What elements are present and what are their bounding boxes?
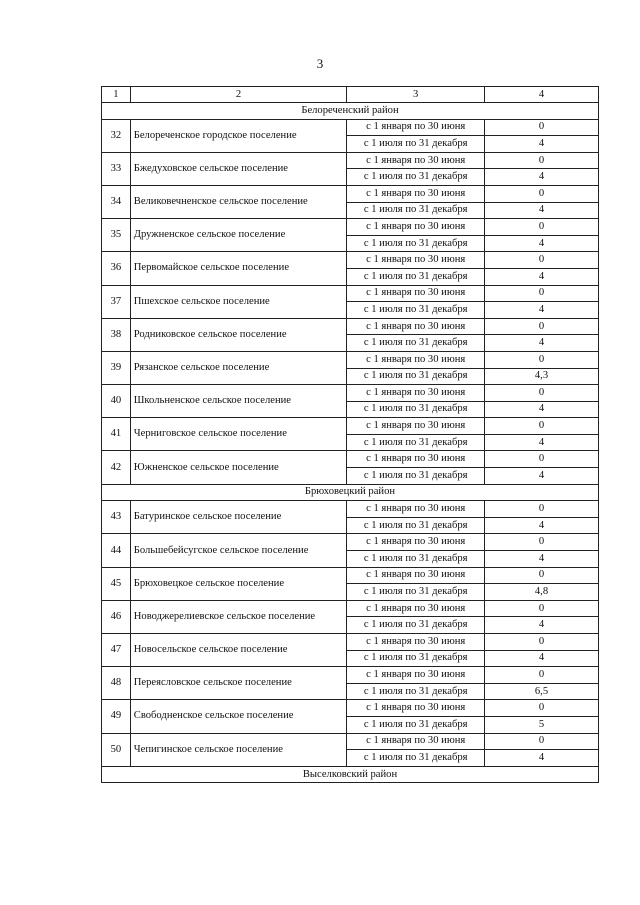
table-row — [102, 152, 599, 169]
settlement-name: Первомайское сельское поселение — [130, 252, 347, 285]
section-title: Белореченский район — [102, 103, 599, 120]
period-second-half: с 1 июля по 31 декабря — [347, 335, 485, 352]
value-first-half: 0 — [485, 385, 599, 402]
value-second-half: 4 — [485, 136, 599, 153]
period-first-half: с 1 января по 30 июня — [347, 185, 485, 202]
table-row — [102, 285, 599, 302]
row-number: 36 — [102, 252, 131, 285]
header-cell-1: 1 — [102, 87, 131, 103]
period-first-half: с 1 января по 30 июня — [347, 285, 485, 302]
period-second-half: с 1 июля по 31 декабря — [347, 551, 485, 568]
table-row — [102, 667, 599, 684]
table-row — [102, 385, 599, 402]
row-number: 37 — [102, 285, 131, 318]
period-second-half: с 1 июля по 31 декабря — [347, 368, 485, 385]
settlement-name: Бжедуховское сельское поселение — [130, 152, 347, 185]
settlement-name: Свободненское сельское поселение — [130, 700, 347, 733]
table-body — [102, 87, 599, 783]
value-second-half: 4 — [485, 468, 599, 485]
value-first-half: 0 — [485, 418, 599, 435]
value-first-half: 0 — [485, 600, 599, 617]
row-number: 42 — [102, 451, 131, 484]
section-row — [102, 103, 599, 120]
settlement-name: Великовечненское сельское поселение — [130, 185, 347, 218]
section-row — [102, 766, 599, 783]
table-row — [102, 600, 599, 617]
value-first-half: 0 — [485, 700, 599, 717]
period-first-half: с 1 января по 30 июня — [347, 567, 485, 584]
settlement-name: Рязанское сельское поселение — [130, 351, 347, 384]
value-second-half: 4 — [485, 335, 599, 352]
value-second-half: 4 — [485, 268, 599, 285]
value-second-half: 4 — [485, 302, 599, 319]
table-row — [102, 501, 599, 518]
period-first-half: с 1 января по 30 июня — [347, 418, 485, 435]
settlement-name: Южненское сельское поселение — [130, 451, 347, 484]
period-first-half: с 1 января по 30 июня — [347, 667, 485, 684]
header-cell-4: 4 — [485, 87, 599, 103]
value-first-half: 0 — [485, 152, 599, 169]
settlement-name: Чепигинское сельское поселение — [130, 733, 347, 766]
value-first-half: 0 — [485, 634, 599, 651]
period-second-half: с 1 июля по 31 декабря — [347, 169, 485, 186]
row-number: 39 — [102, 351, 131, 384]
period-second-half: с 1 июля по 31 декабря — [347, 683, 485, 700]
settlement-name: Белореченское городское поселение — [130, 119, 347, 152]
value-second-half: 4,3 — [485, 368, 599, 385]
table-row — [102, 700, 599, 717]
period-first-half: с 1 января по 30 июня — [347, 152, 485, 169]
value-second-half: 4 — [485, 169, 599, 186]
table-row — [102, 534, 599, 551]
value-second-half: 4 — [485, 650, 599, 667]
table-row — [102, 418, 599, 435]
settlement-name: Новосельское сельское поселение — [130, 634, 347, 667]
value-second-half: 4 — [485, 551, 599, 568]
page-number: 3 — [316, 56, 324, 71]
period-second-half: с 1 июля по 31 декабря — [347, 650, 485, 667]
period-first-half: с 1 января по 30 июня — [347, 501, 485, 518]
value-second-half: 4 — [485, 750, 599, 767]
period-first-half: с 1 января по 30 июня — [347, 700, 485, 717]
period-second-half: с 1 июля по 31 декабря — [347, 268, 485, 285]
row-number: 32 — [102, 119, 131, 152]
row-number: 46 — [102, 600, 131, 633]
value-second-half: 5 — [485, 716, 599, 733]
value-first-half: 0 — [485, 318, 599, 335]
row-number: 47 — [102, 634, 131, 667]
value-first-half: 0 — [485, 733, 599, 750]
period-first-half: с 1 января по 30 июня — [347, 385, 485, 402]
value-first-half: 0 — [485, 534, 599, 551]
period-second-half: с 1 июля по 31 декабря — [347, 617, 485, 634]
settlement-name: Школьненское сельское поселение — [130, 385, 347, 418]
value-first-half: 0 — [485, 219, 599, 236]
value-first-half: 0 — [485, 185, 599, 202]
section-title: Брюховецкий район — [102, 484, 599, 501]
value-first-half: 0 — [485, 667, 599, 684]
period-second-half: с 1 июля по 31 декабря — [347, 750, 485, 767]
table-row — [102, 634, 599, 651]
period-second-half: с 1 июля по 31 декабря — [347, 235, 485, 252]
table-row — [102, 351, 599, 368]
settlement-name: Брюховецкое сельское поселение — [130, 567, 347, 600]
row-number: 45 — [102, 567, 131, 600]
period-second-half: с 1 июля по 31 декабря — [347, 434, 485, 451]
value-second-half: 4,8 — [485, 584, 599, 601]
settlement-name: Родниковское сельское поселение — [130, 318, 347, 351]
settlement-name: Пшехское сельское поселение — [130, 285, 347, 318]
period-second-half: с 1 июля по 31 декабря — [347, 468, 485, 485]
value-first-half: 0 — [485, 501, 599, 518]
period-first-half: с 1 января по 30 июня — [347, 733, 485, 750]
row-number: 49 — [102, 700, 131, 733]
row-number: 40 — [102, 385, 131, 418]
value-first-half: 0 — [485, 119, 599, 136]
settlement-name: Новоджерелиевское сельское поселение — [130, 600, 347, 633]
table-row — [102, 318, 599, 335]
header-row — [102, 87, 599, 103]
settlement-name: Переясловское сельское поселение — [130, 667, 347, 700]
period-second-half: с 1 июля по 31 декабря — [347, 136, 485, 153]
table-row — [102, 252, 599, 269]
row-number: 43 — [102, 501, 131, 534]
period-second-half: с 1 июля по 31 декабря — [347, 401, 485, 418]
settlement-name: Батуринское сельское поселение — [130, 501, 347, 534]
table-row — [102, 219, 599, 236]
settlement-name: Черниговское сельское поселение — [130, 418, 347, 451]
settlement-name: Большебейсугское сельское поселение — [130, 534, 347, 567]
period-first-half: с 1 января по 30 июня — [347, 252, 485, 269]
period-second-half: с 1 июля по 31 декабря — [347, 202, 485, 219]
table-row — [102, 185, 599, 202]
table-row — [102, 119, 599, 136]
value-second-half: 4 — [485, 617, 599, 634]
row-number: 34 — [102, 185, 131, 218]
row-number: 41 — [102, 418, 131, 451]
tariff-table — [101, 86, 599, 783]
period-second-half: с 1 июля по 31 декабря — [347, 584, 485, 601]
value-second-half: 4 — [485, 401, 599, 418]
period-first-half: с 1 января по 30 июня — [347, 351, 485, 368]
row-number: 38 — [102, 318, 131, 351]
row-number: 33 — [102, 152, 131, 185]
value-second-half: 4 — [485, 434, 599, 451]
row-number: 44 — [102, 534, 131, 567]
period-first-half: с 1 января по 30 июня — [347, 119, 485, 136]
period-second-half: с 1 июля по 31 декабря — [347, 302, 485, 319]
table-row — [102, 451, 599, 468]
table-row — [102, 567, 599, 584]
period-second-half: с 1 июля по 31 декабря — [347, 517, 485, 534]
section-title: Выселковский район — [102, 766, 599, 783]
period-first-half: с 1 января по 30 июня — [347, 219, 485, 236]
table-row — [102, 733, 599, 750]
header-cell-3: 3 — [347, 87, 485, 103]
value-second-half: 4 — [485, 517, 599, 534]
value-first-half: 0 — [485, 351, 599, 368]
period-first-half: с 1 января по 30 июня — [347, 451, 485, 468]
value-first-half: 0 — [485, 451, 599, 468]
value-second-half: 6,5 — [485, 683, 599, 700]
section-row — [102, 484, 599, 501]
period-first-half: с 1 января по 30 июня — [347, 600, 485, 617]
value-first-half: 0 — [485, 252, 599, 269]
settlement-name: Дружненское сельское поселение — [130, 219, 347, 252]
row-number: 48 — [102, 667, 131, 700]
row-number: 50 — [102, 733, 131, 766]
value-second-half: 4 — [485, 235, 599, 252]
period-second-half: с 1 июля по 31 декабря — [347, 716, 485, 733]
period-first-half: с 1 января по 30 июня — [347, 318, 485, 335]
row-number: 35 — [102, 219, 131, 252]
period-first-half: с 1 января по 30 июня — [347, 634, 485, 651]
value-first-half: 0 — [485, 567, 599, 584]
value-first-half: 0 — [485, 285, 599, 302]
period-first-half: с 1 января по 30 июня — [347, 534, 485, 551]
header-cell-2: 2 — [130, 87, 347, 103]
value-second-half: 4 — [485, 202, 599, 219]
